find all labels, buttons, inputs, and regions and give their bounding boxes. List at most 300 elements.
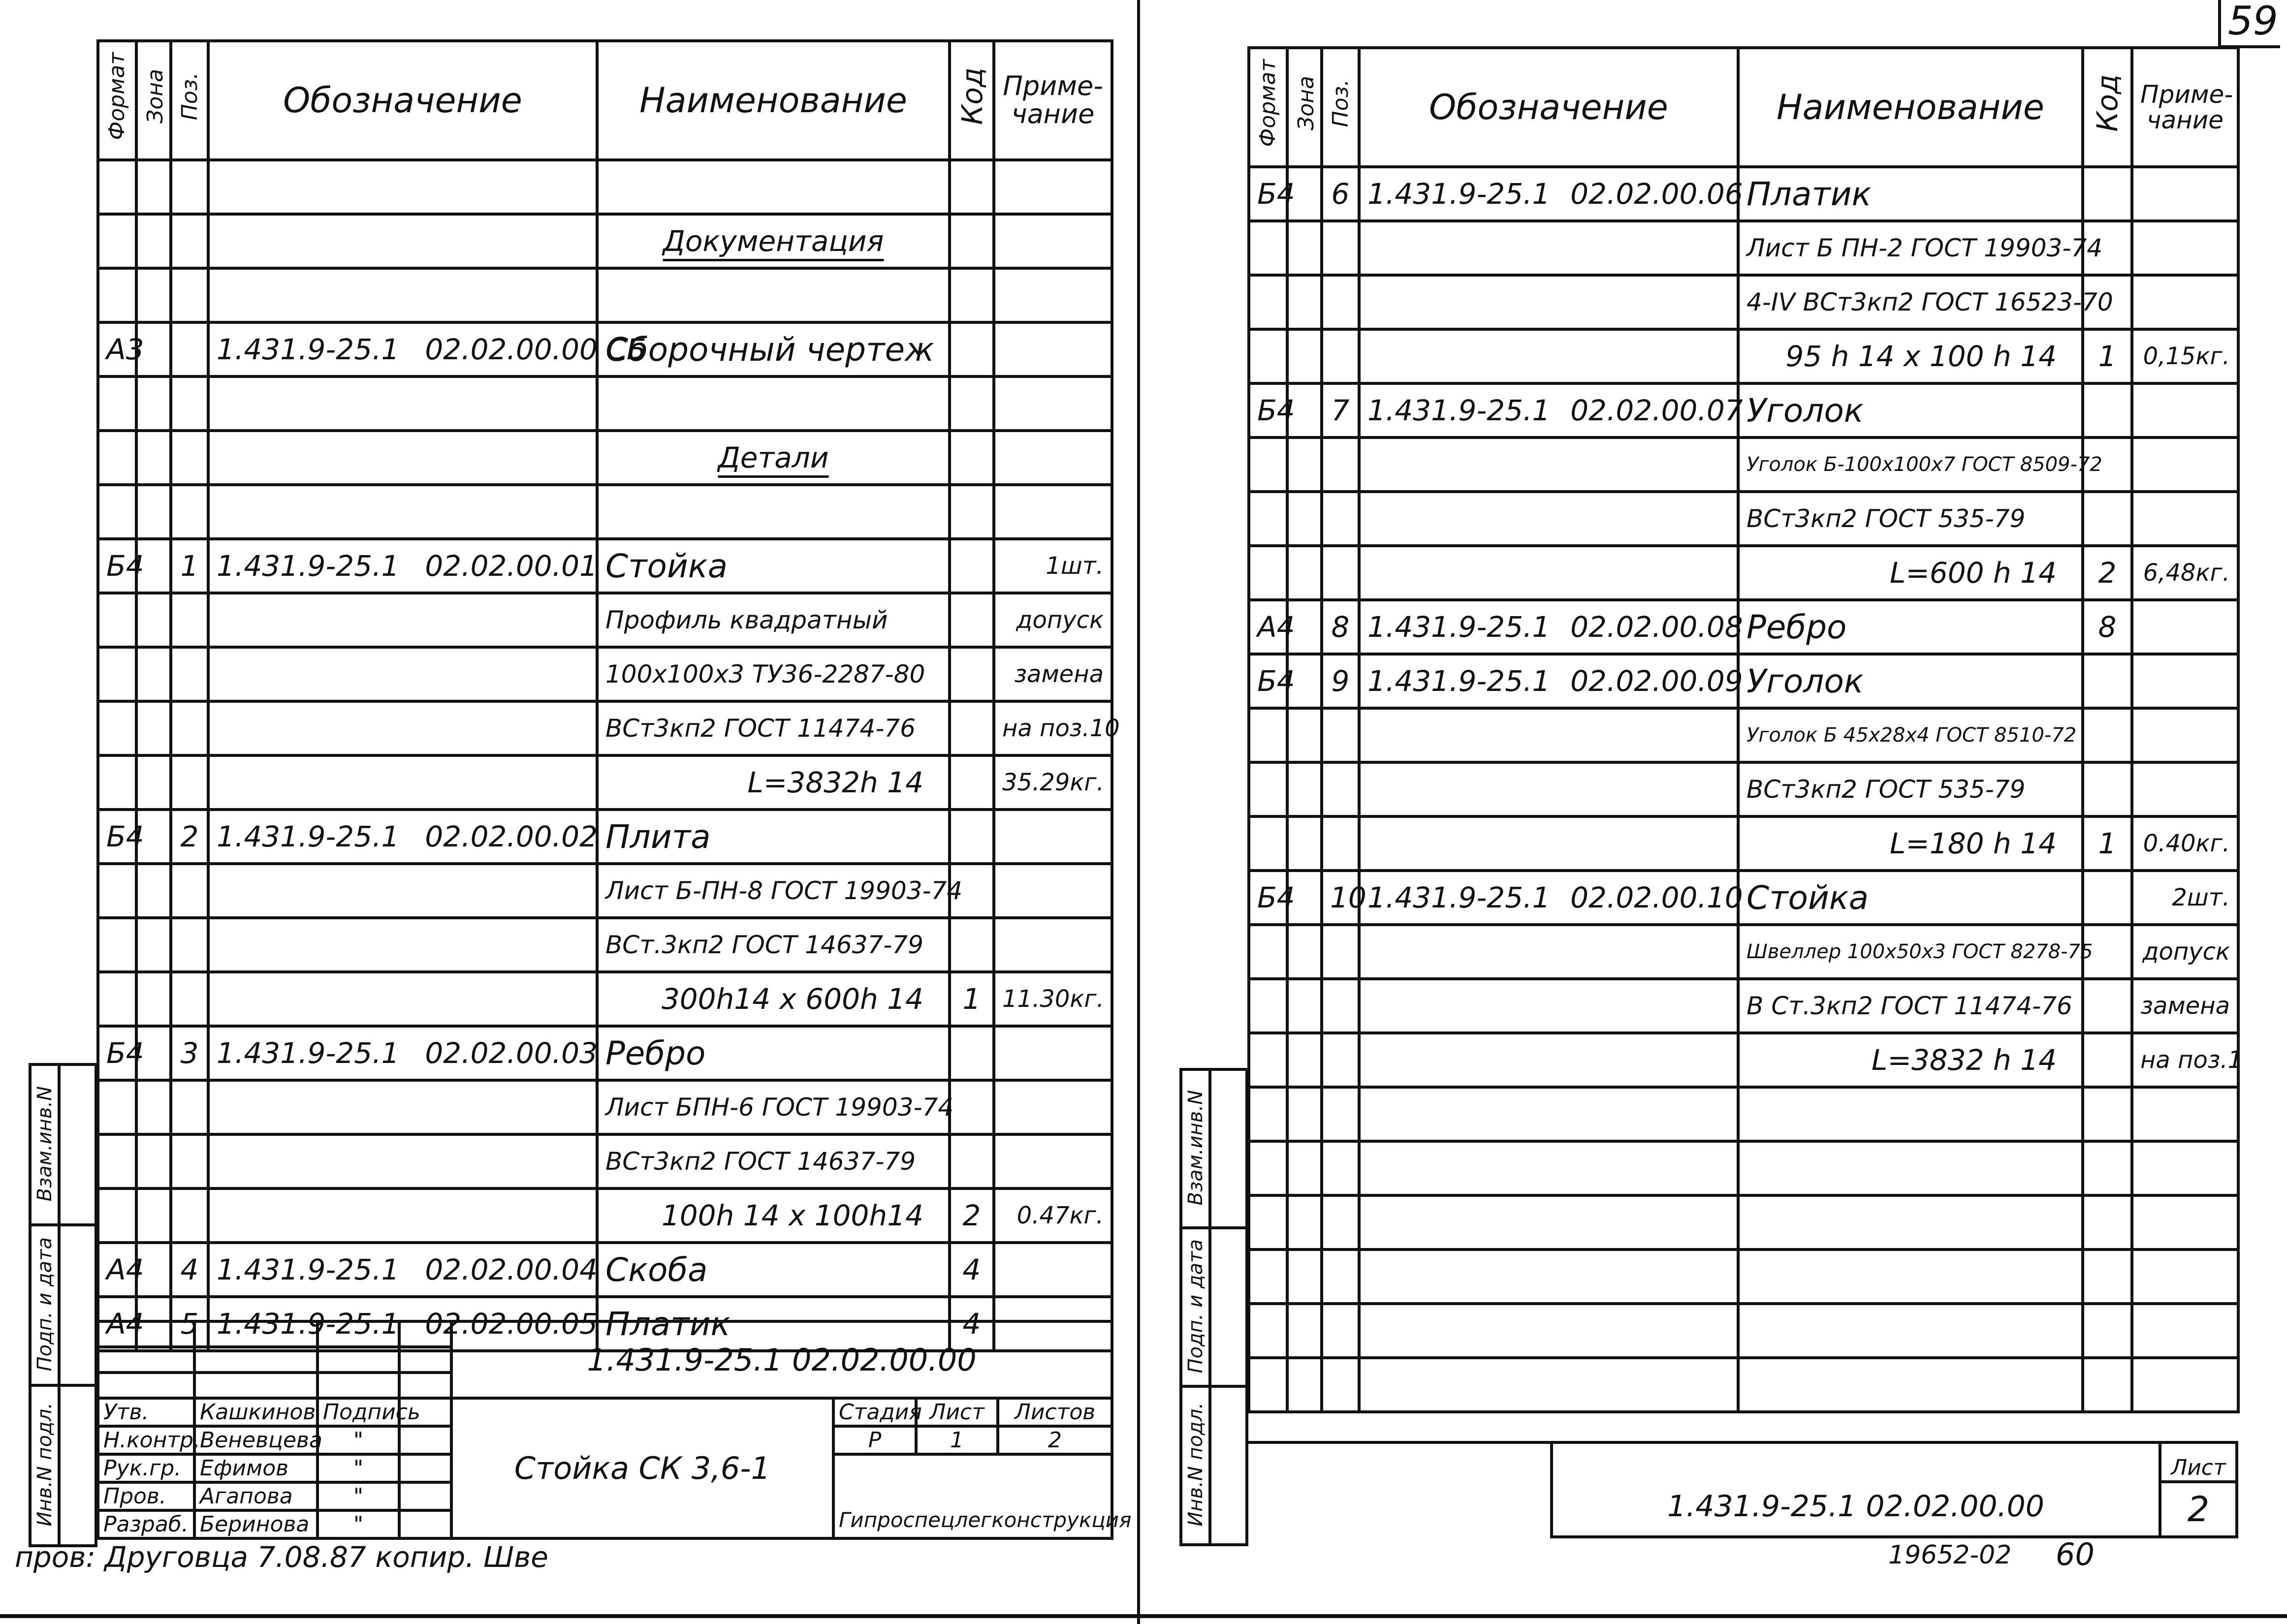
code-cell [950, 268, 994, 322]
table-row [1249, 762, 2238, 816]
table-row [98, 268, 1112, 322]
table-row [1249, 329, 2238, 383]
table-row [1249, 708, 2238, 762]
pos-cell [1322, 708, 1359, 762]
format-cell [98, 1134, 136, 1188]
format-cell [1249, 275, 1287, 329]
format-cell: Б4 [1249, 167, 1287, 221]
name-cell [597, 322, 950, 376]
pos-cell [171, 755, 208, 810]
zone-cell [136, 755, 171, 810]
name-text: Плита [605, 817, 711, 856]
designation-cell [208, 647, 597, 701]
code-cell [950, 1134, 994, 1188]
left-side-stamp [29, 1063, 97, 1547]
page-number-bottom: 60 [2056, 1536, 2095, 1572]
note-cell: замена [994, 647, 1112, 701]
table-row [98, 322, 1112, 376]
designation-code: 02.02.00.03 [425, 1036, 598, 1070]
designation-cell [208, 431, 597, 485]
designation-series: 1.431.9-25.1 [1367, 664, 1551, 698]
tb-sheets-label: Листов [998, 1398, 1112, 1426]
code-cell [950, 376, 994, 431]
designation-code: 02.02.00.05 [425, 1307, 598, 1341]
table-row [1249, 871, 2238, 925]
note-cell [2132, 221, 2238, 275]
code-cell [950, 701, 994, 755]
header-note: Приме- чание [994, 41, 1112, 160]
code-cell [950, 918, 994, 972]
zone-cell [1287, 762, 1322, 816]
name-cell [597, 918, 950, 972]
code-cell [950, 1080, 994, 1134]
header-note: Приме- чание [2132, 48, 2238, 167]
note-cell: на поз.10 [994, 701, 1112, 755]
note-cell: допуск [994, 593, 1112, 647]
table-row [98, 1188, 1112, 1243]
code-cell [2083, 1249, 2132, 1304]
note-cell [2132, 383, 2238, 437]
pos-cell [1322, 329, 1359, 383]
format-cell [98, 755, 136, 810]
pos-cell [171, 701, 208, 755]
table-row [98, 810, 1112, 864]
designation-cell [208, 810, 597, 864]
name-cell [1738, 979, 2083, 1033]
note-cell: 6,48кг. [2132, 546, 2238, 600]
pos-cell [1322, 1358, 1359, 1412]
format-cell [1249, 546, 1287, 600]
name-cell [1738, 925, 2093, 979]
designation-cell [208, 1134, 597, 1188]
zone-cell [1287, 1249, 1322, 1304]
table-row [1249, 221, 2238, 275]
tb-sign-3: " [318, 1482, 399, 1510]
handwritten-note: пров: Друговца 7.08.87 копир. Шве [15, 1540, 548, 1574]
designation-code: 02.02.00.04 [425, 1253, 598, 1286]
pos-cell [1322, 437, 1359, 492]
table-row [98, 160, 1112, 214]
note-cell [994, 1026, 1112, 1080]
zone-cell [1287, 546, 1322, 600]
zone-cell [1287, 1033, 1322, 1087]
pos-cell [1322, 1195, 1359, 1249]
tb-stage: Р [833, 1426, 916, 1454]
name-cell [1738, 1033, 2083, 1087]
note-cell [2132, 600, 2238, 654]
code-cell [950, 593, 994, 647]
name-cell [597, 701, 950, 755]
pos-cell [1322, 546, 1359, 600]
name-text: Уголок Б 45x28x4 ГОСТ 8510-72 [1747, 724, 2077, 747]
table-row [98, 485, 1112, 539]
note-cell [2132, 1141, 2238, 1195]
designation-cell [208, 701, 597, 755]
note-cell [994, 160, 1112, 214]
pos-cell [1322, 816, 1359, 871]
name-text: 4-IV ВСт3кп2 ГОСТ 16523-70 [1747, 288, 2113, 316]
zone-cell [136, 593, 171, 647]
designation-cell [208, 214, 597, 268]
code-cell [2083, 871, 2132, 925]
note-cell: 11.30кг. [994, 972, 1112, 1026]
note-cell: 0.47кг. [994, 1188, 1112, 1243]
right-header-row [1249, 48, 2238, 167]
designation-series: 1.431.9-25.1 [217, 1253, 400, 1286]
format-cell [1249, 762, 1287, 816]
designation-cell [1359, 546, 1738, 600]
designation-cell [1359, 1195, 1738, 1249]
zone-cell [1287, 221, 1322, 275]
name-cell [597, 593, 950, 647]
tb-sign-header: Подпись [318, 1398, 399, 1426]
table-row [98, 1134, 1112, 1188]
zone-cell [136, 972, 171, 1026]
table-row [98, 918, 1112, 972]
name-text: L=3832h 14 [747, 766, 923, 799]
table-row [1249, 437, 2238, 492]
code-cell [950, 1026, 994, 1080]
zone-cell [1287, 437, 1322, 492]
format-cell [1249, 1358, 1287, 1412]
name-text: Платик [1747, 175, 1872, 213]
designation-cell [1359, 275, 1738, 329]
pos-cell: 4 [171, 1243, 208, 1297]
code-cell [2083, 979, 2132, 1033]
table-row [1249, 1033, 2238, 1087]
name-text: L=3832 h 14 [1872, 1043, 2057, 1077]
format-cell [1249, 329, 1287, 383]
code-cell [950, 485, 994, 539]
pos-cell [171, 1080, 208, 1134]
name-cell [1738, 1195, 2083, 1249]
pos-cell: 9 [1322, 654, 1359, 708]
name-text: Уголок [1747, 391, 1864, 430]
name-cell [1738, 816, 2083, 871]
title-doc-number: 1.431.9-25.1 02.02.00.00 [451, 1321, 1112, 1398]
table-row [1249, 1358, 2238, 1412]
designation-series: 1.431.9-25.1 [217, 820, 400, 853]
designation-cell [1359, 437, 1738, 492]
pos-cell: 5 [171, 1297, 208, 1351]
designation-code: 02.02.00.02 [425, 820, 598, 853]
name-cell [1738, 1141, 2083, 1195]
zone-cell [136, 431, 171, 485]
note-cell [2132, 1087, 2238, 1141]
pos-cell [171, 1134, 208, 1188]
tb-stage-label: Стадия [833, 1398, 916, 1426]
header-name: Наименование [1738, 48, 2083, 167]
designation-cell [1359, 1249, 1738, 1304]
code-cell [2083, 708, 2132, 762]
code-cell [950, 539, 994, 593]
format-cell [98, 485, 136, 539]
zone-cell [136, 864, 171, 918]
designation-series: 1.431.9-25.1 [217, 1307, 400, 1341]
designation-cell [1359, 654, 1743, 708]
header-pos: Поз. [171, 41, 208, 160]
note-cell: 2шт. [2132, 871, 2238, 925]
name-cell [1738, 708, 2083, 762]
code-cell: 4 [950, 1297, 994, 1351]
zone-cell [136, 376, 171, 431]
header-pos: Поз. [1322, 48, 1359, 167]
code-cell [2083, 762, 2132, 816]
pos-cell [171, 918, 208, 972]
name-cell [1738, 437, 2102, 492]
code-cell [950, 431, 994, 485]
right-sheet-number: 2 [2160, 1482, 2237, 1537]
note-cell [2132, 167, 2238, 221]
designation-code: 02.02.00.08 [1570, 610, 1743, 644]
right-footer-block [1247, 1441, 2238, 1538]
name-text: Лист Б ПН-2 ГОСТ 19903-74 [1747, 234, 2103, 262]
right-spec-table [1247, 46, 2243, 1413]
pos-cell [1322, 979, 1359, 1033]
table-row [1249, 1141, 2238, 1195]
code-cell [2083, 1141, 2132, 1195]
name-text: Швеллер 100x50x3 ГОСТ 8278-75 [1747, 940, 2093, 963]
zone-cell [136, 701, 171, 755]
designation-code: 02.02.00.06 [1570, 177, 1743, 211]
table-row [98, 1026, 1112, 1080]
page-number-box [2218, 0, 2280, 48]
name-cell [1738, 1304, 2083, 1358]
designation-cell [1359, 708, 1738, 762]
note-cell: 35.29кг. [994, 755, 1112, 810]
table-row [1249, 1249, 2238, 1304]
zone-cell [136, 1080, 171, 1134]
code-cell [950, 755, 994, 810]
pos-cell [171, 431, 208, 485]
note-cell [2132, 437, 2238, 492]
zone-cell [136, 485, 171, 539]
format-cell [98, 593, 136, 647]
name-cell [1738, 762, 2083, 816]
name-text: 95 h 14 x 100 h 14 [1785, 340, 2057, 373]
pos-cell [1322, 1249, 1359, 1304]
header-designation: Обозначение [1359, 48, 1738, 167]
zone-cell [1287, 275, 1322, 329]
designation-series: 1.431.9-25.1 [217, 1036, 400, 1070]
format-cell [98, 864, 136, 918]
table-row [98, 1080, 1112, 1134]
code-cell [2083, 1033, 2132, 1087]
tb-sheet: 1 [916, 1426, 998, 1454]
zone-cell [1287, 1195, 1322, 1249]
left-spec-table [96, 39, 1120, 1352]
table-row [98, 972, 1112, 1026]
name-text: L=180 h 14 [1889, 827, 2057, 860]
note-cell [994, 376, 1112, 431]
code-cell: 1 [2083, 329, 2132, 383]
format-cell [1249, 925, 1287, 979]
zone-cell [1287, 492, 1322, 546]
designation-cell [208, 918, 597, 972]
name-cell [597, 755, 950, 810]
name-cell [1738, 1087, 2083, 1141]
designation-cell [1359, 871, 1743, 925]
name-cell [1738, 221, 2103, 275]
note-cell [2132, 1249, 2238, 1304]
format-cell: Б4 [1249, 871, 1287, 925]
table-row [98, 214, 1112, 268]
designation-series: 1.431.9-25.1 [217, 549, 400, 583]
note-cell [2132, 275, 2238, 329]
name-text: Уголок Б-100x100x7 ГОСТ 8509-72 [1747, 453, 2102, 476]
name-text: Ребро [1747, 608, 1847, 646]
format-cell [98, 268, 136, 322]
name-cell [597, 864, 963, 918]
designation-cell [208, 539, 597, 593]
name-text: ВСт3кп2 ГОСТ 14637-79 [605, 1147, 916, 1176]
left-sheet [0, 0, 1137, 1624]
side-cell-inv: Инв.N подл. [30, 1385, 59, 1546]
name-cell [597, 485, 950, 539]
name-text: ВСт3кп2 ГОСТ 535-79 [1747, 775, 2026, 804]
pos-cell [171, 268, 208, 322]
designation-cell [208, 1026, 597, 1080]
code-cell [2083, 654, 2132, 708]
header-format: Формат [1249, 48, 1287, 167]
tb-sign-2: " [318, 1454, 399, 1482]
code-cell: 1 [2083, 816, 2132, 871]
note-cell [994, 431, 1112, 485]
header-code: Код [950, 41, 994, 160]
pos-cell [171, 160, 208, 214]
name-cell [597, 160, 950, 214]
name-cell [597, 1243, 950, 1297]
zone-cell [1287, 329, 1322, 383]
name-cell [597, 539, 950, 593]
designation-series: 1.431.9-25.1 [1367, 881, 1551, 914]
note-cell [2132, 1358, 2238, 1412]
name-cell [597, 268, 950, 322]
name-text: Стойка [1747, 878, 1869, 917]
zone-cell [136, 160, 171, 214]
tb-name-1: Веневцева [194, 1426, 318, 1454]
code-cell: 2 [950, 1188, 994, 1243]
note-cell [994, 1134, 1112, 1188]
code-cell: 4 [950, 1243, 994, 1297]
designation-code: 02.02.00.10 [1570, 881, 1743, 914]
pos-cell: 2 [171, 810, 208, 864]
name-text: ВСт3кп2 ГОСТ 11474-76 [605, 714, 916, 743]
format-cell: А4 [1249, 600, 1287, 654]
name-text: 300h14 x 600h 14 [661, 982, 923, 1016]
tb-sign-1: " [318, 1426, 399, 1454]
designation-cell [208, 376, 597, 431]
zone-cell [1287, 1358, 1322, 1412]
designation-cell [1359, 329, 1738, 383]
side-cell-podp: Подп. и дата [30, 1225, 59, 1385]
header-name: Наименование [597, 41, 950, 160]
format-cell [98, 972, 136, 1026]
format-cell [98, 1080, 136, 1134]
format-cell [1249, 1087, 1287, 1141]
name-text: L=600 h 14 [1889, 556, 2057, 590]
designation-cell [208, 485, 597, 539]
page-number-top: 59 [2228, 0, 2278, 44]
table-row [1249, 1195, 2238, 1249]
note-cell [994, 918, 1112, 972]
designation-code: 02.02.00.00 СБ [425, 333, 646, 366]
name-text: Детали [718, 441, 829, 474]
table-row [98, 864, 1112, 918]
note-cell: 1шт. [994, 539, 1112, 593]
table-row [98, 593, 1112, 647]
format-cell [1249, 492, 1287, 546]
name-text: Ребро [605, 1034, 706, 1072]
name-cell [1738, 546, 2083, 600]
table-row [1249, 1304, 2238, 1358]
tb-name-0: Кашкинов [194, 1398, 318, 1426]
table-row [98, 539, 1112, 593]
format-cell [1249, 1141, 1287, 1195]
format-cell [1249, 221, 1287, 275]
tb-name-4: Беринова [194, 1510, 318, 1538]
tb-role-2: Рук.гр. [98, 1454, 194, 1482]
zone-cell [1287, 1304, 1322, 1358]
code-cell [950, 647, 994, 701]
right-doc-number: 1.431.9-25.1 02.02.00.00 [1552, 1442, 2160, 1537]
code-cell [950, 160, 994, 214]
format-cell: Б4 [98, 1026, 136, 1080]
tb-role-1: Н.контр. [98, 1426, 194, 1454]
designation-cell [208, 322, 646, 376]
name-text: Скоба [605, 1250, 708, 1289]
tb-role-3: Пров. [98, 1482, 194, 1510]
pos-cell [1322, 925, 1359, 979]
name-cell [1738, 1249, 2083, 1304]
pos-cell [171, 864, 208, 918]
note-cell [2132, 1195, 2238, 1249]
note-cell: 0.40кг. [2132, 816, 2238, 871]
header-designation: Обозначение [208, 41, 597, 160]
name-text: Лист Б-ПН-8 ГОСТ 19903-74 [605, 876, 963, 905]
format-cell [1249, 816, 1287, 871]
format-cell [1249, 437, 1287, 492]
designation-cell [208, 755, 597, 810]
name-text: Платик [605, 1305, 731, 1343]
code-cell [950, 810, 994, 864]
name-cell [597, 214, 950, 268]
format-cell [98, 647, 136, 701]
tb-sheet-label: Лист [916, 1398, 998, 1426]
name-cell [597, 1188, 950, 1243]
name-cell [597, 810, 950, 864]
pos-cell [1322, 1033, 1359, 1087]
format-cell: Б4 [98, 539, 136, 593]
format-cell: А4 [98, 1297, 136, 1351]
code-cell [950, 322, 994, 376]
pos-cell [1322, 221, 1359, 275]
name-text: 100h 14 x 100h14 [661, 1199, 923, 1232]
format-cell [98, 701, 136, 755]
name-text: ВСт3кп2 ГОСТ 535-79 [1747, 504, 2026, 533]
table-row [1249, 1087, 2238, 1141]
designation-series: 1.431.9-25.1 [1367, 177, 1551, 211]
table-row [98, 755, 1112, 810]
name-text: Документация [663, 224, 884, 258]
note-cell [994, 322, 1112, 376]
name-text: В Ст.3кп2 ГОСТ 11474-76 [1747, 992, 2072, 1020]
note-cell [2132, 492, 2238, 546]
designation-series: 1.431.9-25.1 [1367, 610, 1551, 644]
code-cell [950, 214, 994, 268]
format-cell [98, 1188, 136, 1243]
zone-cell [1287, 979, 1322, 1033]
